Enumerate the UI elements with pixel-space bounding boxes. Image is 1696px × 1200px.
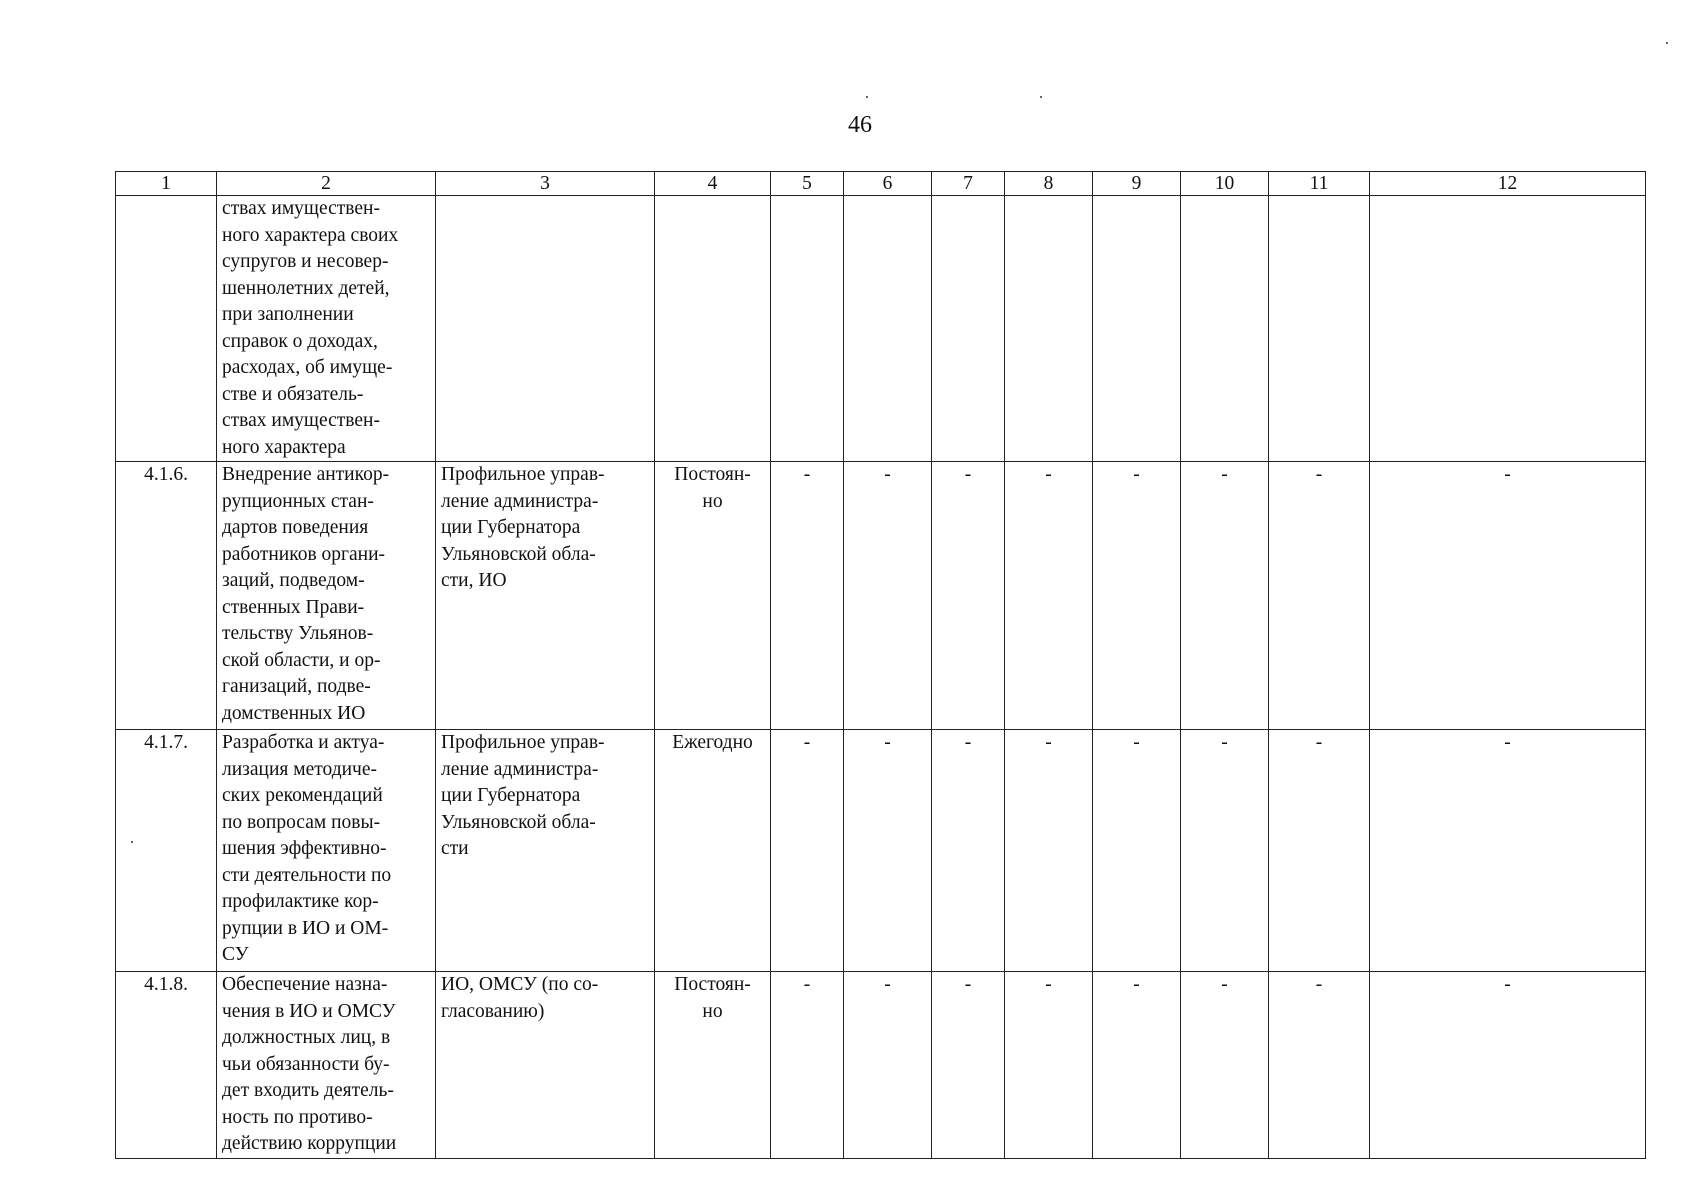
measure-name-line: по вопросам повы- xyxy=(222,811,381,833)
value-cell: - xyxy=(1093,462,1181,730)
value-cell: - xyxy=(1269,730,1370,972)
measure-name-line: ской области, и ор- xyxy=(222,649,381,671)
scan-speck xyxy=(866,96,868,98)
column-header: 11 xyxy=(1269,172,1370,196)
executor-line: ции Губернатора xyxy=(441,785,581,806)
term xyxy=(655,972,771,1159)
measure-name-line: работников органи- xyxy=(222,543,386,565)
measure-name-line: Обеспечение назна- xyxy=(222,974,388,995)
measure-name-line: ских рекомендаций xyxy=(222,785,383,806)
value-cell: - xyxy=(1093,972,1181,1159)
term xyxy=(655,462,771,730)
column-header: 10 xyxy=(1181,172,1269,196)
term-line: Постоян- xyxy=(674,464,751,485)
measure-name-line: шения эффективно- xyxy=(222,838,387,859)
value-cell xyxy=(1005,196,1093,462)
measure-name-line: ного характера своих xyxy=(222,224,399,246)
column-header: 8 xyxy=(1005,172,1093,196)
measure-name-line: профилактике кор- xyxy=(222,891,379,912)
executor-line: сти xyxy=(441,838,469,859)
scan-speck xyxy=(1666,42,1668,44)
value-cell: - xyxy=(844,730,932,972)
value-cell: - xyxy=(771,730,844,972)
executor-line: Ульяновской обла- xyxy=(441,543,596,565)
value-cell: - xyxy=(1005,972,1093,1159)
executor-line: Профильное управ- xyxy=(441,732,605,753)
column-header: 9 xyxy=(1093,172,1181,196)
term-line: но xyxy=(702,490,723,512)
measure-name-line: ствах имуществен- xyxy=(222,410,380,431)
value-cell: - xyxy=(932,730,1005,972)
measure-name-line: ность по противо- xyxy=(222,1106,373,1128)
value-cell xyxy=(1093,196,1181,462)
value-cell: - xyxy=(771,462,844,730)
measure-name-line: должностных лиц, в xyxy=(222,1027,391,1048)
row-number xyxy=(116,196,217,462)
value-cell xyxy=(1269,196,1370,462)
measure-name-line: дет входить деятель- xyxy=(222,1080,394,1101)
table-row xyxy=(116,730,1646,972)
measure-name xyxy=(217,972,436,1159)
executor-line: сти, ИО xyxy=(441,570,507,591)
table-row xyxy=(116,462,1646,730)
column-header: 3 xyxy=(436,172,655,196)
column-header: 7 xyxy=(932,172,1005,196)
column-header: 12 xyxy=(1370,172,1646,196)
executor-line: ИО, ОМСУ (по со- xyxy=(441,974,599,995)
value-cell: - xyxy=(1181,462,1269,730)
page-number: 46 xyxy=(848,112,872,138)
executor xyxy=(436,462,655,730)
measure-name-line: шеннолетних детей, xyxy=(222,277,390,299)
executor-line: гласованию) xyxy=(441,1000,545,1022)
value-cell: - xyxy=(1370,730,1646,972)
measure-name-line: лизация методиче- xyxy=(222,758,378,780)
measure-name-line: рупционных стан- xyxy=(222,490,374,512)
value-cell xyxy=(844,196,932,462)
value-cell: - xyxy=(932,972,1005,1159)
row-number: 4.1.7. xyxy=(116,730,217,972)
measure-name-line: СУ xyxy=(222,944,249,965)
measure-name-line: ствах имуществен- xyxy=(222,198,380,219)
measure-name-line: ганизаций, подве- xyxy=(222,676,371,697)
value-cell xyxy=(771,196,844,462)
value-cell: - xyxy=(932,462,1005,730)
measure-name xyxy=(217,196,436,462)
executor xyxy=(436,730,655,972)
measure-name-line: дартов поведения xyxy=(222,517,369,538)
measure-name-line: чения в ИО и ОМСУ xyxy=(222,1000,396,1022)
value-cell xyxy=(1181,196,1269,462)
executor-line: ции Губернатора xyxy=(441,517,581,538)
measure-name-line: расходах, об имуще- xyxy=(222,357,393,378)
value-cell xyxy=(1370,196,1646,462)
measure-name-line: домственных ИО xyxy=(222,702,366,724)
value-cell: - xyxy=(771,972,844,1159)
measure-name-line: Разработка и актуа- xyxy=(222,732,385,753)
measure-name-line: рупции в ИО и ОМ- xyxy=(222,917,389,939)
value-cell: - xyxy=(844,462,932,730)
table-row xyxy=(116,196,1646,462)
value-cell: - xyxy=(1181,730,1269,972)
column-header: 4 xyxy=(655,172,771,196)
row-number: 4.1.6. xyxy=(116,462,217,730)
value-cell: - xyxy=(1269,972,1370,1159)
executor xyxy=(436,196,655,462)
measure-name-line: справок о доходах, xyxy=(222,330,378,352)
executor-line: Ульяновской обла- xyxy=(441,811,596,833)
measure-name-line: чьи обязанности бу- xyxy=(222,1053,390,1075)
term-line: но xyxy=(702,1000,723,1022)
table-row xyxy=(116,972,1646,1159)
value-cell xyxy=(932,196,1005,462)
column-header: 2 xyxy=(217,172,436,196)
measure-name-line: ного характера xyxy=(222,436,346,458)
measure-name-line: стве и обязатель- xyxy=(222,383,364,405)
executor-line: Профильное управ- xyxy=(441,464,605,485)
executor-line: ление администра- xyxy=(441,758,599,780)
term xyxy=(655,196,771,462)
column-header: 1 xyxy=(116,172,217,196)
executor-line: ление администра- xyxy=(441,490,599,512)
value-cell: - xyxy=(1370,972,1646,1159)
term-line: Постоян- xyxy=(674,974,751,995)
measure-name-line: заций, подведом- xyxy=(222,570,365,591)
measure-name-line: тельству Ульянов- xyxy=(222,623,374,644)
value-cell: - xyxy=(1093,730,1181,972)
value-cell: - xyxy=(1005,730,1093,972)
measure-name-line: при заполнении xyxy=(222,304,354,325)
term-line: Ежегодно xyxy=(672,732,753,753)
measures-table xyxy=(115,171,1646,1159)
measure-name xyxy=(217,462,436,730)
measure-name xyxy=(217,730,436,972)
column-header: 5 xyxy=(771,172,844,196)
column-header: 6 xyxy=(844,172,932,196)
value-cell: - xyxy=(1269,462,1370,730)
term xyxy=(655,730,771,972)
scan-speck xyxy=(1040,96,1042,98)
value-cell: - xyxy=(844,972,932,1159)
measure-name-line: Внедрение антикор- xyxy=(222,464,390,485)
executor xyxy=(436,972,655,1159)
value-cell: - xyxy=(1181,972,1269,1159)
value-cell: - xyxy=(1370,462,1646,730)
measure-name-line: сти деятельности по xyxy=(222,864,392,886)
value-cell: - xyxy=(1005,462,1093,730)
measure-name-line: супругов и несовер- xyxy=(222,251,389,272)
row-number: 4.1.8. xyxy=(116,972,217,1159)
table-header-row xyxy=(116,172,1646,196)
measure-name-line: действию коррупции xyxy=(222,1133,397,1154)
measure-name-line: ственных Прави- xyxy=(222,596,365,618)
